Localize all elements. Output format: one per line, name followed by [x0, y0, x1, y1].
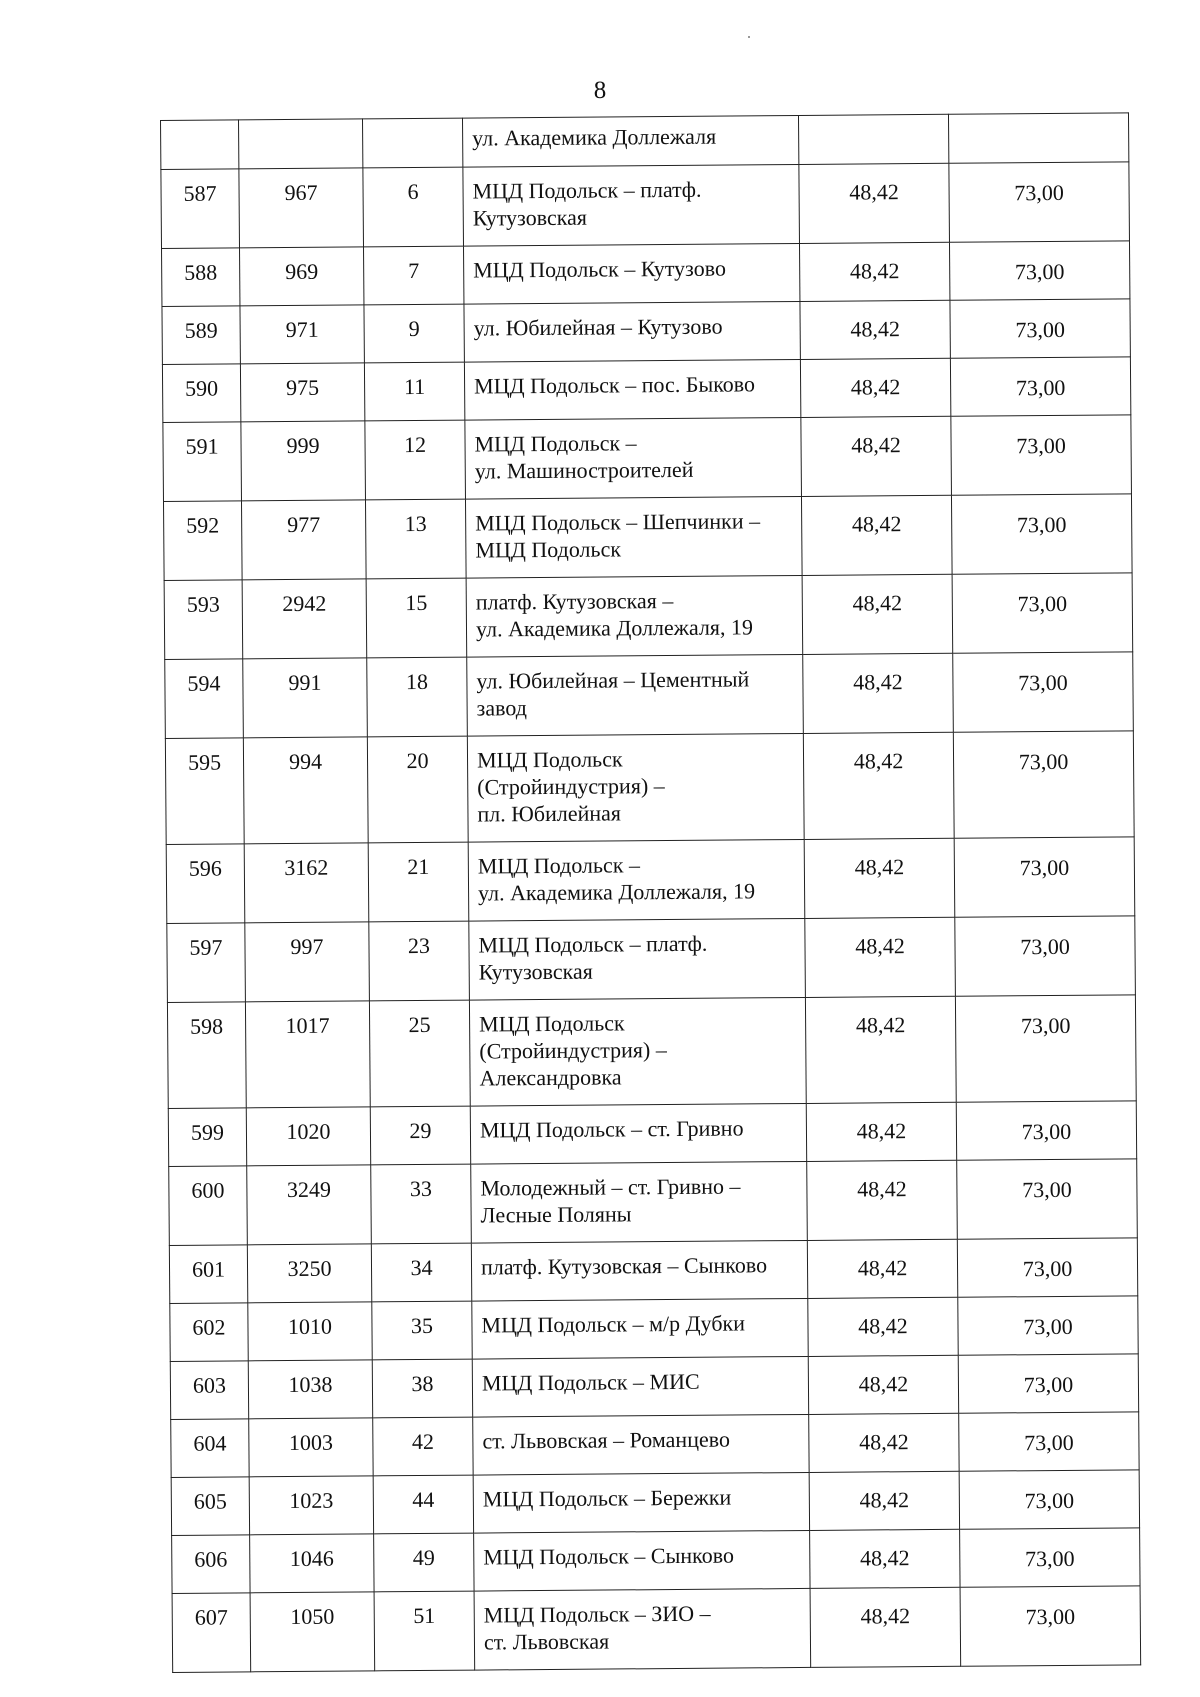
route-name-cell: МЦД Подольск – МИС [472, 1356, 808, 1417]
route-name-cell: МЦД Подольск – Шепчинки – МЦД Подольск [465, 496, 802, 578]
price-cell-1: 48,42 [800, 300, 950, 359]
price-cell-1: 48,42 [802, 574, 953, 654]
route-number-cell: 975 [240, 363, 364, 422]
price-cell-1: 48,42 [804, 838, 955, 918]
price-cell-1: 48,42 [799, 163, 950, 243]
price-cell-2: 73,00 [960, 1528, 1140, 1587]
route-number-cell: 994 [243, 737, 368, 844]
table-row [163, 494, 1132, 581]
row-number-cell: 594 [165, 659, 244, 739]
order-number-cell: 33 [371, 1164, 472, 1244]
price-cell-2: 73,00 [951, 494, 1132, 574]
order-number-cell: 18 [367, 657, 468, 737]
order-number-cell: 15 [366, 578, 467, 658]
route-number-cell: 977 [241, 500, 366, 580]
price-cell-2: 73,00 [958, 1354, 1138, 1413]
order-number-cell: 13 [365, 499, 466, 579]
table-row [162, 299, 1130, 365]
price-cell-1: 48,42 [807, 1160, 958, 1240]
price-cell-2: 73,00 [952, 573, 1133, 653]
row-number-cell: 596 [166, 844, 245, 924]
route-number-cell: 1010 [248, 1302, 372, 1361]
price-cell-2: 73,00 [953, 652, 1134, 732]
route-number-cell: 1003 [249, 1418, 373, 1477]
route-name-cell: платф. Кутузовская – Сынково [471, 1240, 807, 1301]
price-cell-1: 48,42 [808, 1355, 958, 1414]
row-number-cell: 604 [171, 1419, 249, 1478]
table-row [164, 573, 1133, 660]
route-name-cell: МЦД Подольск – платф. Кутузовская [463, 164, 800, 246]
price-cell-1: 48,42 [803, 732, 954, 839]
price-cell-2: 73,00 [951, 415, 1132, 495]
order-number-cell: 11 [364, 362, 464, 421]
route-number-cell: 1017 [245, 1001, 370, 1108]
table-row [161, 162, 1130, 249]
order-number-cell: 49 [374, 1533, 474, 1592]
price-cell-2: 73,00 [954, 837, 1135, 917]
price-cell-1: 48,42 [809, 1413, 959, 1472]
order-number-cell: 6 [363, 167, 464, 247]
table-row [167, 916, 1136, 1003]
row-number-cell: 590 [162, 364, 240, 423]
table-row [167, 995, 1136, 1109]
price-cell-1: 48,42 [801, 495, 952, 575]
tariff-table [160, 112, 1141, 1673]
price-cell-2: 73,00 [949, 241, 1129, 300]
order-number-cell: 34 [371, 1243, 471, 1302]
price-cell-2: 73,00 [960, 1586, 1141, 1666]
price-cell-1 [798, 114, 948, 164]
scan-speck [748, 36, 750, 38]
price-cell-2: 73,00 [953, 731, 1134, 838]
table-row [169, 1159, 1138, 1246]
price-cell-1: 48,42 [808, 1297, 958, 1356]
order-number-cell: 20 [367, 736, 468, 843]
route-number-cell: 997 [245, 922, 370, 1002]
row-number-cell: 599 [168, 1108, 246, 1167]
row-number-cell: 588 [162, 248, 240, 307]
route-name-cell: МЦД Подольск – м/р Дубки [472, 1298, 808, 1359]
route-number-cell: 971 [240, 305, 364, 364]
route-number-cell: 1050 [250, 1592, 375, 1672]
price-cell-2: 73,00 [950, 357, 1130, 416]
row-number-cell: 587 [161, 169, 240, 249]
route-number-cell: 1046 [250, 1534, 374, 1593]
route-number-cell: 1020 [246, 1107, 370, 1166]
table-row [168, 1101, 1136, 1167]
row-number-cell [161, 120, 239, 170]
order-number-cell: 44 [373, 1475, 473, 1534]
price-cell-1: 48,42 [799, 242, 949, 301]
route-name-cell: платф. Кутузовская – ул. Академика Доллежаля, 19 [466, 575, 803, 657]
table-row [169, 1238, 1137, 1304]
table-row [170, 1354, 1138, 1420]
route-number-cell [239, 119, 363, 169]
row-number-cell: 595 [165, 738, 244, 845]
price-cell-2: 73,00 [957, 1238, 1137, 1297]
row-number-cell: 592 [163, 501, 242, 581]
row-number-cell: 597 [167, 923, 246, 1003]
table-row [162, 357, 1130, 423]
route-name-cell: МЦД Подольск – Сынково [474, 1530, 810, 1591]
route-name-cell: МЦД Подольск – ул. Академика Доллежаля, 19 [468, 839, 805, 921]
row-number-cell: 589 [162, 306, 240, 365]
price-cell-1: 48,42 [809, 1471, 959, 1530]
route-name-cell: МЦД Подольск – ЗИО – ст. Львовская [474, 1588, 811, 1670]
route-name-cell: МЦД Подольск – Бережки [473, 1472, 809, 1533]
price-cell-1: 48,42 [803, 653, 954, 733]
route-name-cell: ст. Львовская – Романцево [473, 1414, 809, 1475]
table-row [172, 1528, 1140, 1594]
route-name-cell: ул. Юбилейная – Кутузово [464, 301, 800, 362]
table-row [165, 731, 1134, 845]
page-number: 8 [593, 77, 607, 104]
table-row [165, 652, 1134, 739]
row-number-cell: 598 [167, 1002, 246, 1109]
row-number-cell: 605 [171, 1477, 249, 1536]
price-cell-1: 48,42 [807, 1239, 957, 1298]
table-row [172, 1586, 1141, 1673]
price-cell-1: 48,42 [810, 1529, 960, 1588]
order-number-cell: 21 [368, 842, 469, 922]
table-row [163, 415, 1132, 502]
route-number-cell: 3250 [247, 1244, 371, 1303]
route-number-cell: 969 [240, 247, 364, 306]
price-cell-1: 48,42 [805, 996, 956, 1103]
route-number-cell: 999 [241, 421, 366, 501]
route-name-cell: МЦД Подольск – ст. Гривно [470, 1103, 806, 1164]
table-row [161, 113, 1129, 170]
order-number-cell: 29 [370, 1106, 470, 1165]
table-row [171, 1412, 1139, 1478]
row-number-cell: 591 [163, 422, 242, 502]
table-row [170, 1296, 1138, 1362]
table-row [171, 1470, 1139, 1536]
price-cell-1: 48,42 [810, 1587, 961, 1667]
order-number-cell: 12 [365, 420, 466, 500]
route-name-cell: МЦД Подольск – платф. Кутузовская [469, 918, 806, 1000]
row-number-cell: 607 [172, 1593, 251, 1673]
order-number-cell: 42 [373, 1417, 473, 1476]
route-name-cell: МЦД Подольск (Стройиндустрия) – пл. Юбилейная [467, 733, 804, 842]
route-number-cell: 991 [243, 658, 368, 738]
table-body [161, 113, 1141, 1673]
order-number-cell: 23 [369, 921, 470, 1001]
row-number-cell: 603 [170, 1361, 248, 1420]
route-name-cell: МЦД Подольск (Стройиндустрия) – Александровка [469, 997, 806, 1106]
route-name-cell: МЦД Подольск – ул. Машиностроителей [465, 417, 802, 499]
price-cell-2: 73,00 [958, 1296, 1138, 1355]
order-number-cell: 38 [372, 1359, 472, 1418]
order-number-cell: 7 [364, 246, 464, 305]
row-number-cell: 606 [172, 1535, 250, 1594]
row-number-cell: 593 [164, 580, 243, 660]
route-number-cell: 1023 [249, 1476, 373, 1535]
table-row [162, 241, 1130, 307]
order-number-cell: 9 [364, 304, 464, 363]
price-cell-2: 73,00 [956, 1101, 1136, 1160]
route-name-cell: Молодежный – ст. Гривно – Лесные Поляны [471, 1161, 808, 1243]
price-cell-2: 73,00 [950, 299, 1130, 358]
price-cell-2: 73,00 [959, 1412, 1139, 1471]
price-cell-2 [948, 113, 1128, 163]
route-number-cell: 967 [239, 168, 364, 248]
price-cell-1: 48,42 [805, 917, 956, 997]
route-number-cell: 2942 [242, 579, 367, 659]
row-number-cell: 601 [169, 1245, 247, 1304]
price-cell-1: 48,42 [801, 416, 952, 496]
price-cell-1: 48,42 [806, 1102, 956, 1161]
route-name-cell: ул. Академика Доллежаля [462, 115, 798, 167]
order-number-cell [362, 118, 462, 168]
price-cell-2: 73,00 [955, 995, 1136, 1102]
price-cell-2: 73,00 [949, 162, 1130, 242]
route-number-cell: 3249 [247, 1165, 372, 1245]
price-cell-2: 73,00 [959, 1470, 1139, 1529]
route-name-cell: ул. Юбилейная – Цементный завод [467, 654, 804, 736]
row-number-cell: 600 [169, 1166, 248, 1246]
row-number-cell: 602 [170, 1303, 248, 1362]
price-cell-2: 73,00 [955, 916, 1136, 996]
route-number-cell: 3162 [244, 843, 369, 923]
price-cell-2: 73,00 [957, 1159, 1138, 1239]
order-number-cell: 51 [374, 1591, 475, 1671]
order-number-cell: 35 [372, 1301, 472, 1360]
route-number-cell: 1038 [248, 1360, 372, 1419]
route-name-cell: МЦД Подольск – пос. Быково [464, 359, 800, 420]
table-row [166, 837, 1135, 924]
route-name-cell: МЦД Подольск – Кутузово [463, 243, 799, 304]
order-number-cell: 25 [369, 1000, 470, 1107]
price-cell-1: 48,42 [800, 358, 950, 417]
